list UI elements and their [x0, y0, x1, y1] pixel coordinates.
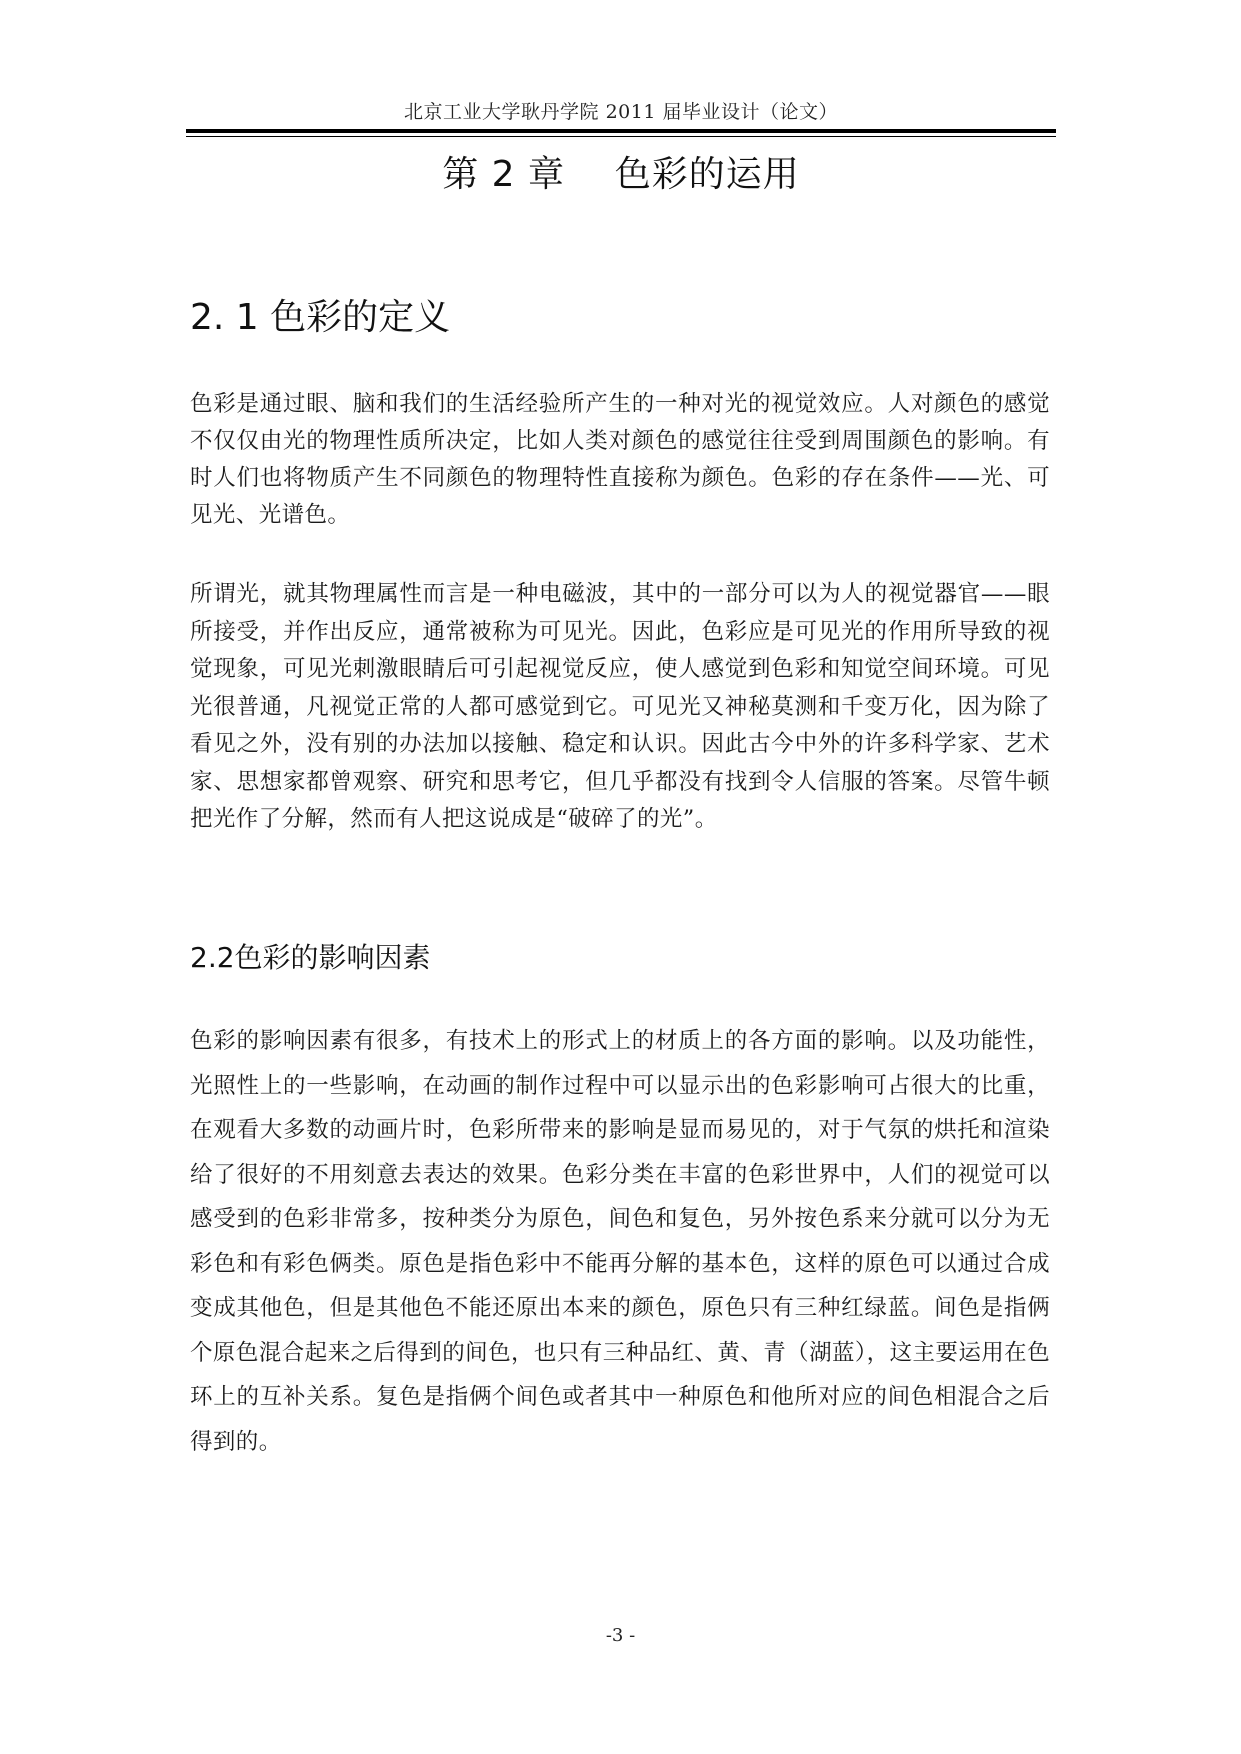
chapter-title: 第 2 章 色彩的运用	[442, 154, 800, 195]
section-heading-2-1: 2. 1 色彩的定义	[190, 297, 451, 338]
running-header: 北京工业大学耿丹学院 2011 届毕业设计（论文）	[404, 101, 838, 123]
paragraph-color-definition: 色彩是通过眼、脑和我们的生活经验所产生的一种对光的视觉效应。人对颜色的感觉不仅仅由光的物理性质所决定，比如人类对颜色的感觉往往受到周围颜色的影响。有时人们也将物质产生不同颜色的物理特性直接称为颜色。色彩的存在条件——光、可见光、光谱色。	[190, 391, 1050, 528]
header-rule-thick	[186, 129, 1056, 133]
paragraph-light-nature: 所谓光，就其物理属性而言是一种电磁波，其中的一部分可以为人的视觉器官——眼所接受，并作出反应，通常被称为可见光。因此，色彩应是可见光的作用所导致的视觉现象，可见光刺激眼睛后可引起视觉反应，使人感觉到色彩和知觉空间环境。可见光很普通，凡视觉正常的人都可感觉到它。可见光又神秘莫测和千变万化，因为除了看见之外，没有别的办法加以接触、稳定和认识。因此古今中外的许多科学家、艺术家、思想家都曾观察、研究和思考它，但几乎都没有找到令人信服的答案。尽管牛顿把光作了分解，然而有人把这说成是“破碎了的光”。	[190, 581, 1050, 832]
page-number: -3 -	[605, 1625, 636, 1646]
paragraph-color-factors: 色彩的影响因素有很多，有技术上的形式上的材质上的各方面的影响。以及功能性，光照性上的一些影响，在动画的制作过程中可以显示出的色彩影响可占很大的比重，在观看大多数的动画片时，色彩所带来的影响是显而易见的，对于气氛的烘托和渲染给了很好的不用刻意去表达的效果。色彩分类在丰富的色彩世界中，人们的视觉可以感受到的色彩非常多，按种类分为原色，间色和复色，另外按色系来分就可以分为无彩色和有彩色俩类。原色是指色彩中不能再分解的基本色，这样的原色可以通过合成变成其他色，但是其他色不能还原出本来的颜色，原色只有三种红绿蓝。间色是指俩个原色混合起来之后得到的间色，也只有三种品红、黄、青（湖蓝），这主要运用在色环上的互补关系。复色是指俩个间色或者其中一种原色和他所对应的间色相混合之后得到的。	[190, 1028, 1050, 1455]
section-heading-2-2: 2.2色彩的影响因素	[190, 941, 431, 974]
header-rule-thin	[186, 136, 1056, 137]
